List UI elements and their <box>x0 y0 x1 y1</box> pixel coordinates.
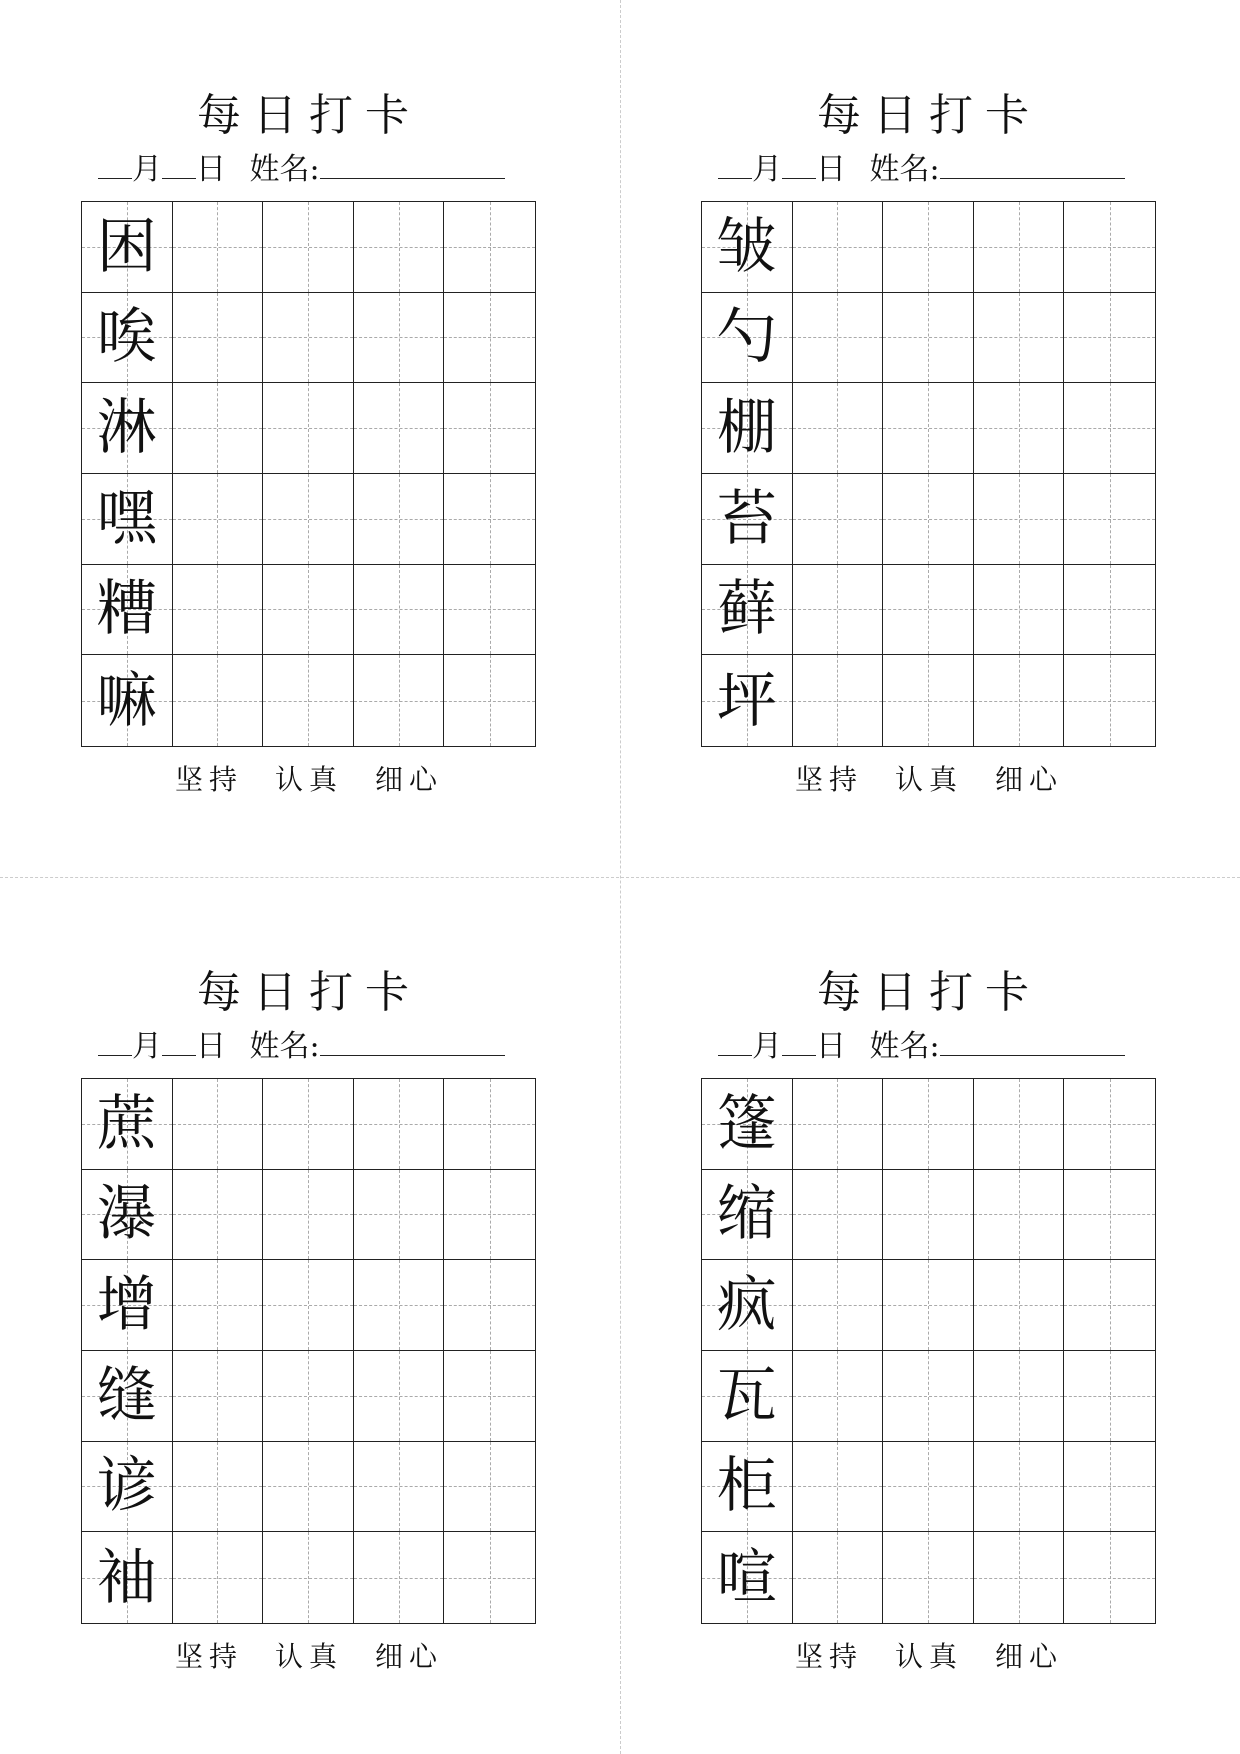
practice-cell[interactable] <box>883 202 974 293</box>
model-character: 瓦 <box>716 1360 777 1431</box>
practice-cell[interactable] <box>1064 1079 1155 1170</box>
practice-cell[interactable] <box>173 1351 264 1442</box>
practice-cell[interactable] <box>173 202 264 293</box>
model-character: 嘿 <box>96 483 157 554</box>
checkin-card <box>620 0 1240 877</box>
practice-cell[interactable] <box>263 1532 354 1623</box>
practice-cell[interactable] <box>974 474 1065 565</box>
card-title: 每日打卡 <box>817 90 1041 141</box>
practice-cell[interactable] <box>263 474 354 565</box>
practice-cell[interactable] <box>883 383 974 474</box>
model-character: 谚 <box>96 1451 157 1522</box>
month-label: 月 <box>752 152 782 187</box>
practice-cell[interactable] <box>974 1351 1065 1442</box>
practice-cell[interactable] <box>793 1170 884 1261</box>
model-character: 唉 <box>96 302 157 373</box>
model-character: 淋 <box>96 393 157 464</box>
practice-cell[interactable] <box>444 1351 535 1442</box>
practice-grid <box>81 1078 536 1624</box>
practice-grid <box>701 1078 1156 1624</box>
practice-cell[interactable] <box>444 1442 535 1533</box>
practice-cell[interactable] <box>263 565 354 656</box>
model-character-cell <box>702 1532 793 1623</box>
model-character: 喧 <box>716 1542 777 1613</box>
model-character-cell <box>702 293 793 384</box>
practice-cell[interactable] <box>793 474 884 565</box>
practice-cell[interactable] <box>974 202 1065 293</box>
practice-cell[interactable] <box>263 655 354 746</box>
practice-cell[interactable] <box>444 293 535 384</box>
practice-cell[interactable] <box>444 474 535 565</box>
practice-cell[interactable] <box>354 1260 445 1351</box>
practice-cell[interactable] <box>263 202 354 293</box>
model-character: 坪 <box>716 665 777 736</box>
practice-cell[interactable] <box>793 1351 884 1442</box>
day-label: 日 <box>196 152 226 187</box>
motto-word: 细心 <box>995 1640 1064 1673</box>
practice-cell[interactable] <box>1064 655 1155 746</box>
name-label: 姓名: <box>249 1029 320 1064</box>
practice-cell[interactable] <box>793 1260 884 1351</box>
name-blank[interactable] <box>940 1025 1125 1056</box>
practice-cell[interactable] <box>173 1532 264 1623</box>
practice-cell[interactable] <box>1064 293 1155 384</box>
practice-cell[interactable] <box>263 383 354 474</box>
practice-cell[interactable] <box>173 293 264 384</box>
motto-word: 认真 <box>274 763 343 796</box>
model-character-cell <box>82 383 173 474</box>
day-blank[interactable] <box>782 1025 816 1056</box>
practice-cell[interactable] <box>883 1079 974 1170</box>
motto-word: 认真 <box>894 1640 963 1673</box>
month-label: 月 <box>132 152 162 187</box>
motto-word: 细心 <box>995 763 1064 796</box>
practice-cell[interactable] <box>173 1079 264 1170</box>
practice-cell[interactable] <box>1064 1351 1155 1442</box>
practice-cell[interactable] <box>974 1532 1065 1623</box>
name-blank[interactable] <box>320 148 505 179</box>
month-label: 月 <box>752 1029 782 1064</box>
model-character-cell <box>702 1079 793 1170</box>
practice-cell[interactable] <box>883 1442 974 1533</box>
practice-cell[interactable] <box>173 565 264 656</box>
practice-cell[interactable] <box>354 202 445 293</box>
card-title: 每日打卡 <box>817 967 1041 1018</box>
practice-cell[interactable] <box>444 565 535 656</box>
model-character-cell <box>82 1442 173 1533</box>
practice-cell[interactable] <box>354 1532 445 1623</box>
motto-word: 认真 <box>274 1640 343 1673</box>
model-character: 糟 <box>96 574 157 645</box>
card-title: 每日打卡 <box>197 967 421 1018</box>
practice-cell[interactable] <box>354 293 445 384</box>
name-blank[interactable] <box>940 148 1125 179</box>
practice-cell[interactable] <box>444 1260 535 1351</box>
model-character-cell <box>702 1170 793 1261</box>
practice-cell[interactable] <box>883 565 974 656</box>
model-character: 瀑 <box>96 1179 157 1250</box>
day-label: 日 <box>816 1029 846 1064</box>
practice-cell[interactable] <box>793 565 884 656</box>
model-character: 疯 <box>716 1270 777 1341</box>
practice-cell[interactable] <box>793 383 884 474</box>
practice-cell[interactable] <box>974 655 1065 746</box>
model-character-cell <box>82 1260 173 1351</box>
practice-cell[interactable] <box>883 1351 974 1442</box>
practice-cell[interactable] <box>354 1170 445 1261</box>
practice-cell[interactable] <box>793 1532 884 1623</box>
model-character-cell <box>702 383 793 474</box>
practice-cell[interactable] <box>173 1260 264 1351</box>
date-name-line <box>98 148 538 190</box>
practice-cell[interactable] <box>263 1170 354 1261</box>
model-character: 柜 <box>716 1451 777 1522</box>
checkin-card <box>0 0 620 877</box>
practice-cell[interactable] <box>883 293 974 384</box>
practice-cell[interactable] <box>974 293 1065 384</box>
practice-cell[interactable] <box>974 1079 1065 1170</box>
name-label: 姓名: <box>869 1029 940 1064</box>
practice-cell[interactable] <box>793 202 884 293</box>
day-blank[interactable] <box>162 1025 196 1056</box>
practice-cell[interactable] <box>793 293 884 384</box>
practice-cell[interactable] <box>263 293 354 384</box>
model-character-cell <box>82 565 173 656</box>
model-character: 困 <box>96 211 157 282</box>
practice-cell[interactable] <box>173 655 264 746</box>
practice-cell[interactable] <box>1064 1442 1155 1533</box>
practice-cell[interactable] <box>354 655 445 746</box>
practice-cell[interactable] <box>173 1170 264 1261</box>
practice-cell[interactable] <box>1064 202 1155 293</box>
motto-word: 认真 <box>894 763 963 796</box>
practice-cell[interactable] <box>173 474 264 565</box>
practice-cell[interactable] <box>793 1079 884 1170</box>
model-character: 袖 <box>96 1542 157 1613</box>
model-character-cell <box>702 1442 793 1533</box>
practice-cell[interactable] <box>444 1532 535 1623</box>
model-character: 蔗 <box>96 1088 157 1159</box>
practice-cell[interactable] <box>173 1442 264 1533</box>
practice-cell[interactable] <box>444 1079 535 1170</box>
month-blank[interactable] <box>98 1025 132 1056</box>
model-character-cell <box>702 565 793 656</box>
day-blank[interactable] <box>782 148 816 179</box>
motto-word: 坚持 <box>794 763 863 796</box>
name-label: 姓名: <box>249 152 320 187</box>
practice-cell[interactable] <box>263 1079 354 1170</box>
model-character: 缩 <box>716 1179 777 1250</box>
model-character: 增 <box>96 1270 157 1341</box>
motto <box>701 1637 1157 1677</box>
practice-cell[interactable] <box>444 655 535 746</box>
model-character-cell <box>82 474 173 565</box>
date-name-line <box>718 1025 1158 1067</box>
practice-cell[interactable] <box>444 202 535 293</box>
checkin-card <box>0 877 620 1754</box>
practice-cell[interactable] <box>1064 1170 1155 1261</box>
model-character: 皱 <box>716 211 777 282</box>
practice-cell[interactable] <box>444 1170 535 1261</box>
practice-grid <box>701 201 1156 747</box>
practice-grid <box>81 201 536 747</box>
date-name-line <box>98 1025 538 1067</box>
model-character-cell <box>702 655 793 746</box>
model-character-cell <box>702 474 793 565</box>
motto-word: 细心 <box>375 1640 444 1673</box>
practice-cell[interactable] <box>1064 565 1155 656</box>
practice-cell[interactable] <box>883 1532 974 1623</box>
model-character: 缝 <box>96 1360 157 1431</box>
practice-cell[interactable] <box>883 1260 974 1351</box>
name-blank[interactable] <box>320 1025 505 1056</box>
model-character: 棚 <box>716 393 777 464</box>
practice-cell[interactable] <box>1064 1532 1155 1623</box>
practice-cell[interactable] <box>354 1079 445 1170</box>
model-character-cell <box>702 1260 793 1351</box>
model-character-cell <box>82 655 173 746</box>
practice-cell[interactable] <box>263 1260 354 1351</box>
practice-cell[interactable] <box>354 383 445 474</box>
motto-word: 坚持 <box>794 1640 863 1673</box>
month-blank[interactable] <box>718 1025 752 1056</box>
practice-cell[interactable] <box>974 1442 1065 1533</box>
practice-cell[interactable] <box>444 383 535 474</box>
practice-cell[interactable] <box>1064 1260 1155 1351</box>
practice-cell[interactable] <box>354 565 445 656</box>
model-character-cell <box>702 1351 793 1442</box>
practice-cell[interactable] <box>1064 474 1155 565</box>
model-character-cell <box>702 202 793 293</box>
motto-word: 坚持 <box>174 763 243 796</box>
practice-cell[interactable] <box>354 1351 445 1442</box>
practice-cell[interactable] <box>793 655 884 746</box>
practice-cell[interactable] <box>974 1260 1065 1351</box>
model-character: 勺 <box>716 302 777 373</box>
model-character: 藓 <box>716 574 777 645</box>
practice-cell[interactable] <box>354 1442 445 1533</box>
name-label: 姓名: <box>869 152 940 187</box>
month-label: 月 <box>132 1029 162 1064</box>
practice-cell[interactable] <box>1064 383 1155 474</box>
month-blank[interactable] <box>98 148 132 179</box>
date-name-line <box>718 148 1158 190</box>
practice-cell[interactable] <box>974 565 1065 656</box>
model-character-cell <box>82 1532 173 1623</box>
model-character-cell <box>82 1170 173 1261</box>
model-character-cell <box>82 1351 173 1442</box>
motto-word: 坚持 <box>174 1640 243 1673</box>
practice-cell[interactable] <box>263 1351 354 1442</box>
motto-word: 细心 <box>375 763 444 796</box>
motto <box>81 760 537 800</box>
practice-cell[interactable] <box>793 1442 884 1533</box>
model-character-cell <box>82 293 173 384</box>
card-title: 每日打卡 <box>197 90 421 141</box>
model-character-cell <box>82 202 173 293</box>
practice-cell[interactable] <box>974 383 1065 474</box>
model-character: 苔 <box>716 483 777 554</box>
day-label: 日 <box>196 1029 226 1064</box>
day-blank[interactable] <box>162 148 196 179</box>
practice-cell[interactable] <box>173 383 264 474</box>
day-label: 日 <box>816 152 846 187</box>
model-character: 嘛 <box>96 665 157 736</box>
month-blank[interactable] <box>718 148 752 179</box>
motto <box>81 1637 537 1677</box>
motto <box>701 760 1157 800</box>
practice-cell[interactable] <box>974 1170 1065 1261</box>
practice-cell[interactable] <box>354 474 445 565</box>
model-character: 篷 <box>716 1088 777 1159</box>
practice-cell[interactable] <box>883 1170 974 1261</box>
practice-cell[interactable] <box>883 474 974 565</box>
practice-cell[interactable] <box>263 1442 354 1533</box>
practice-cell[interactable] <box>883 655 974 746</box>
checkin-card <box>620 877 1240 1754</box>
model-character-cell <box>82 1079 173 1170</box>
